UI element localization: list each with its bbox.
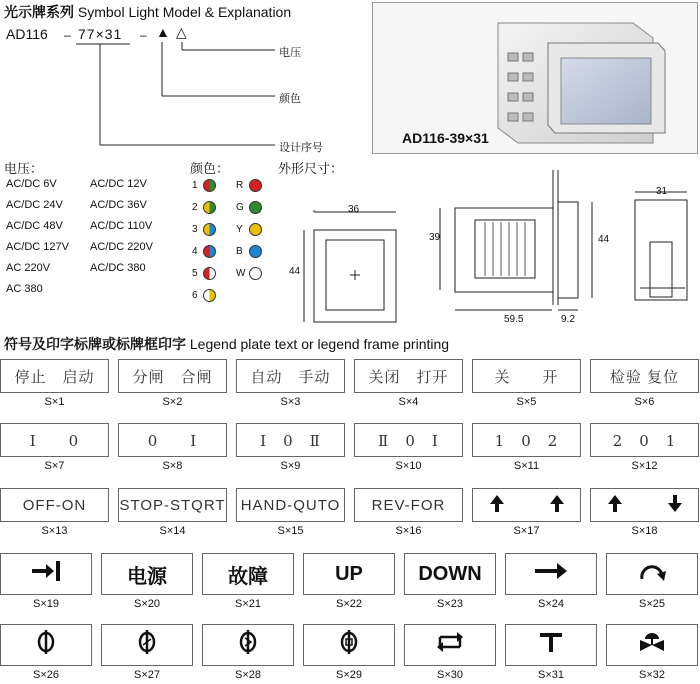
legend-plate-text: DOWN xyxy=(418,562,482,585)
color-number: 4 xyxy=(192,245,198,257)
legend-symbol-icon xyxy=(477,489,577,521)
legend-caption: S×31 xyxy=(538,669,564,681)
legend-plate-text: STOP-STQRT xyxy=(119,496,226,514)
model-size: 77×31 xyxy=(78,26,123,42)
voltage-item: AC/DC 6V xyxy=(6,178,57,190)
legend-plate xyxy=(606,624,698,666)
legend-symbol-icon xyxy=(430,628,470,662)
voltage-item: AC/DC 127V xyxy=(6,241,69,253)
legend-plate xyxy=(236,359,345,393)
voltage-item: AC 220V xyxy=(6,262,51,274)
dual-color-dot xyxy=(203,201,216,214)
dual-color-dot xyxy=(203,289,216,302)
dim-front-height: 44 xyxy=(289,266,301,277)
legend-title xyxy=(4,334,449,354)
legend-title-en: Legend plate text or legend frame printing xyxy=(189,336,450,352)
legend-plate xyxy=(606,553,698,595)
color-number: 5 xyxy=(192,267,198,279)
legend-plate xyxy=(472,359,581,393)
legend-caption: S×18 xyxy=(631,525,658,537)
model-dash-2: – xyxy=(140,28,147,42)
callout-serial: 设计序号 xyxy=(279,142,323,154)
color-letter: G xyxy=(236,201,244,213)
legend-caption: S×24 xyxy=(538,598,564,610)
legend-plate-text: UP xyxy=(335,562,363,585)
legend-caption: S×4 xyxy=(398,396,419,408)
legend-symbol-icon xyxy=(26,628,66,662)
legend-plate-text: 分闸 合闸 xyxy=(132,368,213,386)
dim-front-width: 36 xyxy=(348,204,360,215)
legend-caption: S×20 xyxy=(134,598,160,610)
legend-plate xyxy=(590,423,699,457)
legend-plate xyxy=(505,553,597,595)
color-number: 3 xyxy=(192,223,198,235)
dual-color-dot xyxy=(203,267,216,280)
solid-color-dot xyxy=(249,223,262,236)
legend-symbol-icon xyxy=(632,628,672,662)
legend-plate xyxy=(101,624,193,666)
legend-caption: S×8 xyxy=(162,460,183,472)
voltage-item: AC/DC 110V xyxy=(90,220,153,232)
legend-caption: S×22 xyxy=(336,598,362,610)
legend-plate xyxy=(472,423,581,457)
legend-plate-text: 2 0 1 xyxy=(612,431,677,450)
color-row xyxy=(192,240,272,262)
legend-plate xyxy=(590,488,699,522)
legend-caption: S×27 xyxy=(134,669,160,681)
solid-color-dot xyxy=(249,267,262,280)
color-number: 6 xyxy=(192,289,198,301)
legend-symbol-icon xyxy=(127,628,167,662)
voltage-item: AC/DC 220V xyxy=(90,241,153,253)
legend-plate xyxy=(118,488,227,522)
dual-color-dot xyxy=(203,245,216,258)
legend-plate-text: 停止 启动 xyxy=(14,368,95,386)
model-callout-lines xyxy=(0,0,370,160)
legend-caption: S×13 xyxy=(41,525,68,537)
dim-side-height-2: 44 xyxy=(598,234,610,245)
legend-caption: S×28 xyxy=(235,669,261,681)
color-number: 2 xyxy=(192,201,198,213)
color-row xyxy=(192,284,272,306)
legend-plate xyxy=(590,359,699,393)
legend-plate xyxy=(118,423,227,457)
legend-caption: S×10 xyxy=(395,460,422,472)
color-letter: Y xyxy=(236,223,243,235)
legend-plate xyxy=(303,553,395,595)
legend-caption: S×11 xyxy=(513,460,540,472)
voltage-item: AC/DC 48V xyxy=(6,220,63,232)
dim-side-height: 39 xyxy=(429,232,441,243)
legend-plate xyxy=(354,488,463,522)
legend-plate xyxy=(202,553,294,595)
legend-caption: S×5 xyxy=(516,396,537,408)
dual-color-dot xyxy=(203,223,216,236)
legend-title-cn: 符号及印字标牌或标牌框印字 xyxy=(4,336,186,352)
color-row xyxy=(192,196,272,218)
dim-side-length: 59.5 xyxy=(504,314,524,325)
color-number: 1 xyxy=(192,179,198,191)
legend-caption: S×23 xyxy=(437,598,463,610)
legend-plate-text: 1 0 2 xyxy=(494,431,559,450)
legend-caption: S×14 xyxy=(159,525,186,537)
legend-caption: S×30 xyxy=(437,669,463,681)
legend-caption: S×15 xyxy=(277,525,304,537)
legend-symbol-icon xyxy=(26,557,66,591)
legend-plate xyxy=(202,624,294,666)
legend-plate-text: OFF-ON xyxy=(22,496,87,514)
dims-title: 外形尺寸： xyxy=(278,161,344,176)
color-letter: R xyxy=(236,179,244,191)
legend-symbol-icon xyxy=(595,489,695,521)
legend-caption: S×3 xyxy=(280,396,301,408)
legend-caption: S×2 xyxy=(162,396,183,408)
legend-plate xyxy=(0,359,109,393)
legend-plate xyxy=(354,423,463,457)
legend-caption: S×17 xyxy=(513,525,540,537)
voltage-item: AC/DC 380 xyxy=(90,262,146,274)
legend-caption: S×1 xyxy=(44,396,65,408)
legend-caption: S×7 xyxy=(44,460,65,472)
legend-symbol-icon xyxy=(329,628,369,662)
legend-plate-text: Ⅰ 0 Ⅱ xyxy=(260,431,321,450)
color-letter: W xyxy=(236,267,246,279)
model-dash-1: – xyxy=(64,28,71,42)
legend-plate xyxy=(236,423,345,457)
legend-plate xyxy=(101,553,193,595)
voltage-col2 xyxy=(90,174,153,279)
legend-plate-text: 自动 手动 xyxy=(250,368,331,386)
legend-caption: S×12 xyxy=(631,460,658,472)
legend-symbol-icon xyxy=(531,557,571,591)
legend-plate-text: 关闭 打开 xyxy=(368,368,449,386)
legend-symbol-icon xyxy=(531,628,571,662)
callout-color: 颜色 xyxy=(279,93,301,105)
model-prefix: AD116 xyxy=(6,26,48,42)
voltage-item: AC 380 xyxy=(6,283,43,295)
dual-color-dot xyxy=(203,179,216,192)
legend-plate-text: 故障 xyxy=(228,565,268,588)
legend-plate xyxy=(0,423,109,457)
color-row xyxy=(192,174,272,196)
color-letter: B xyxy=(236,245,243,257)
legend-symbol-icon xyxy=(632,557,672,591)
legend-plate-text: REV-FOR xyxy=(371,496,446,514)
legend-plate xyxy=(118,359,227,393)
dim-side-small: 9.2 xyxy=(561,314,575,325)
legend-symbol-icon xyxy=(228,628,268,662)
photo-caption: AD116-39×31 xyxy=(402,130,489,146)
legend-caption: S×21 xyxy=(235,598,261,610)
voltage-item: AC/DC 24V xyxy=(6,199,63,211)
legend-caption: S×19 xyxy=(33,598,59,610)
legend-plate-text: 0 Ⅰ xyxy=(147,431,198,450)
legend-caption: S×9 xyxy=(280,460,301,472)
legend-plate xyxy=(0,553,92,595)
legend-caption: S×29 xyxy=(336,669,362,681)
legend-plate-text: 检验 复位 xyxy=(609,368,680,386)
legend-plate-text: 关 开 xyxy=(494,368,559,386)
legend-plate-text: Ⅱ 0 Ⅰ xyxy=(378,431,439,450)
legend-caption: S×32 xyxy=(639,669,665,681)
color-row xyxy=(192,218,272,240)
title-en: Symbol Light Model & Explanation xyxy=(77,4,292,20)
color-row xyxy=(192,262,272,284)
legend-caption: S×6 xyxy=(634,396,655,408)
legend-plate-text: Ⅰ 0 xyxy=(29,431,80,450)
colors-title: 颜色： xyxy=(190,161,230,176)
triangle-filled-icon: ▲ xyxy=(156,24,170,40)
color-list xyxy=(192,174,272,306)
legend-plate xyxy=(236,488,345,522)
solid-color-dot xyxy=(249,179,262,192)
legend-plate xyxy=(0,488,109,522)
legend-plate xyxy=(404,553,496,595)
title-cn: 光示牌系列 xyxy=(4,4,74,20)
legend-caption: S×25 xyxy=(639,598,665,610)
legend-plate xyxy=(505,624,597,666)
legend-plate-text: 电源 xyxy=(127,565,167,588)
voltage-item: AC/DC 36V xyxy=(90,199,147,211)
solid-color-dot xyxy=(249,201,262,214)
dimension-drawings xyxy=(290,170,700,330)
legend-caption: S×16 xyxy=(395,525,422,537)
solid-color-dot xyxy=(249,245,262,258)
voltage-title: 电压： xyxy=(4,161,44,176)
legend-plate xyxy=(0,624,92,666)
legend-plate-text: HAND-QUTO xyxy=(240,496,341,514)
triangle-empty-icon: △ xyxy=(176,24,187,40)
legend-plate xyxy=(303,624,395,666)
dim-right-width: 31 xyxy=(656,186,668,197)
callout-voltage: 电压 xyxy=(279,47,301,59)
voltage-item: AC/DC 12V xyxy=(90,178,147,190)
legend-plate xyxy=(354,359,463,393)
legend-plate xyxy=(472,488,581,522)
legend-caption: S×26 xyxy=(33,669,59,681)
legend-plate xyxy=(404,624,496,666)
voltage-col1 xyxy=(6,174,69,300)
